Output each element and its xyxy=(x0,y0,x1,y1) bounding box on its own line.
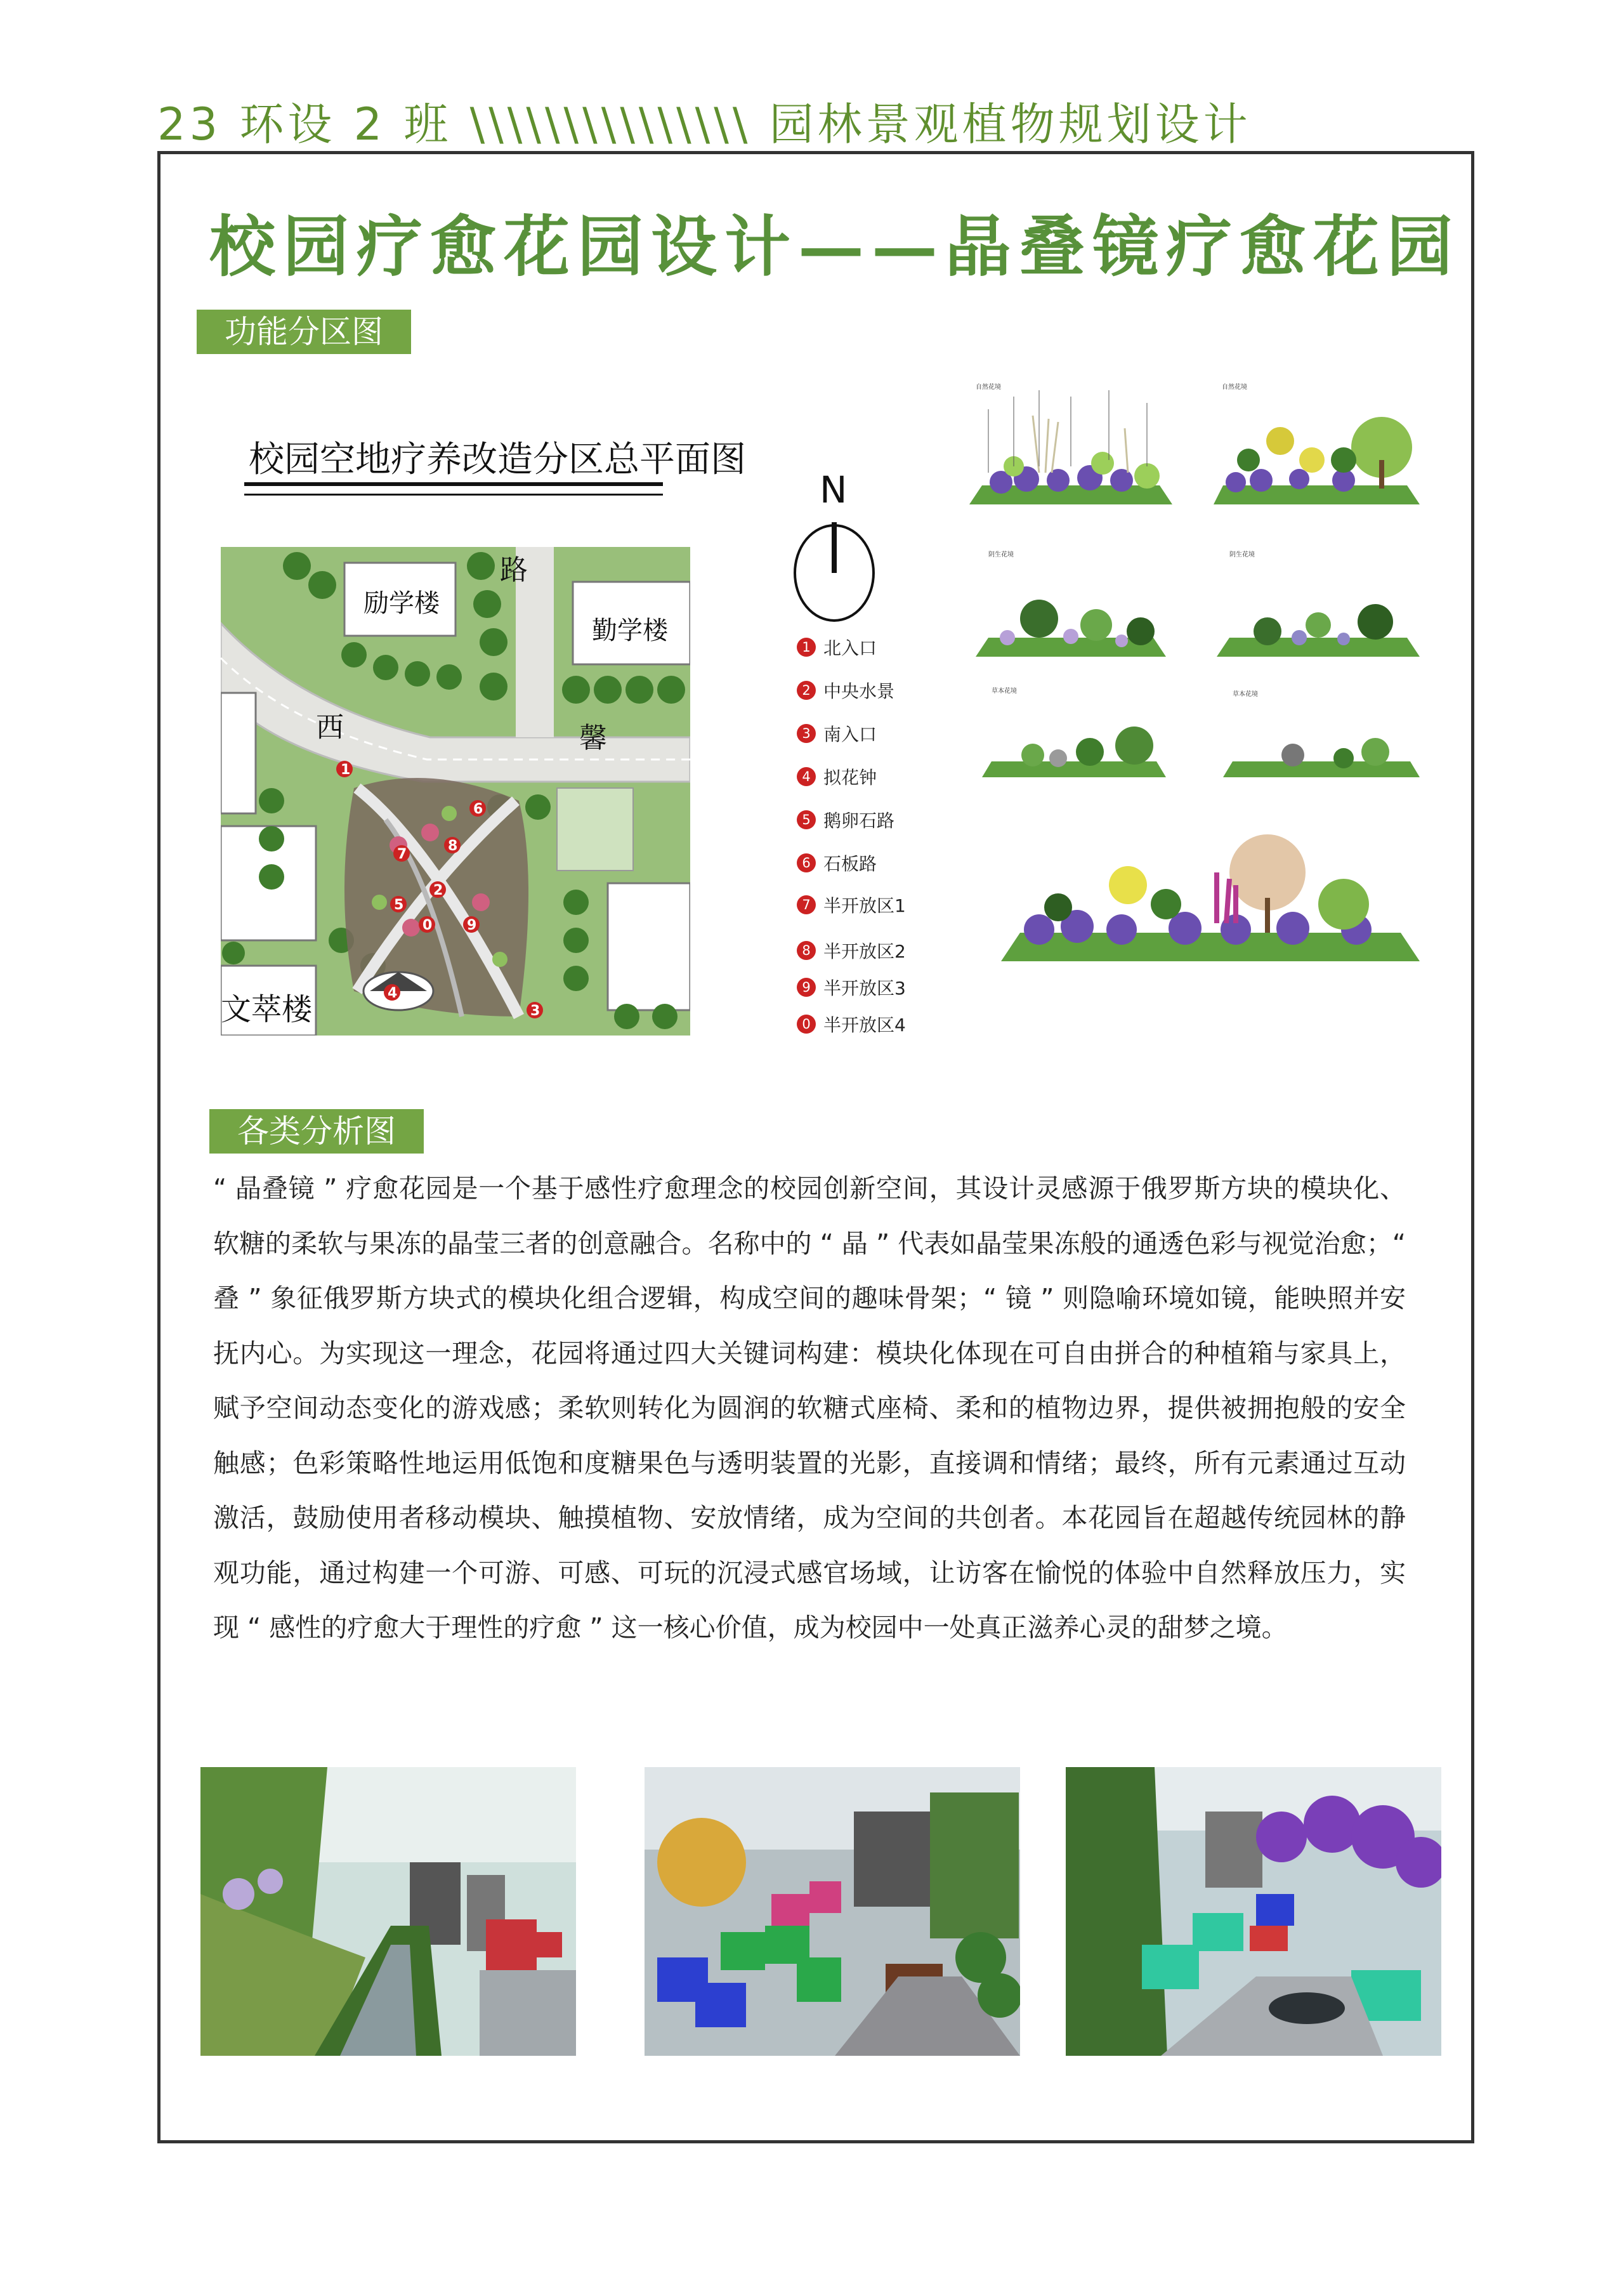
building-label-wencui: 文萃楼 xyxy=(221,992,313,1027)
legend-item: 2 中央水景 xyxy=(797,678,894,703)
header-class: 23 环设 2 班 xyxy=(157,98,452,150)
road-label-lu: 路 xyxy=(500,554,528,586)
svg-text:9: 9 xyxy=(467,917,477,933)
elevation-2 xyxy=(1214,417,1420,504)
section-tag-zoning: 功能分区图 xyxy=(197,310,411,354)
elevation-4 xyxy=(1217,604,1420,657)
section-tag-analysis: 各类分析图 xyxy=(209,1109,424,1154)
title-underline xyxy=(244,482,663,486)
svg-text:4: 4 xyxy=(388,985,398,1001)
road-label-xi: 西 xyxy=(316,711,344,744)
design-description: “ 晶叠镜 ” 疗愈花园是一个基于感性疗愈理念的校园创新空间，其设计灵感源于俄罗斯方块的模块化、软糖的柔软与果冻的晶莹三者的创意融合。名称中的 “ 晶 ” 代表如晶莹果冻般的通透色彩与视觉治愈；“ 叠 ” 象征俄罗斯方块式的模块化组合逻辑，构成空间的趣味骨架；“ 镜 ” 则隐喻环境如镜，能映照并安抚内心。为实现这一理念，花园将通过四大关键词构建：模块化体现在可自由拼合的种植箱与家具上，赋予空间动态变化的游戏感；柔软则转化为圆润的软糖式座椅、柔和的植物边界，提供被拥抱般的安全触感；色彩策略性地运用低饱和度糖果色与透明装置的光影，直接调和情绪；最终，所有元素通过互动激活，鼓励使用者移动模块、触摸植物、安放情绪，成为空间的共创者。本花园旨在超越传统园林的静观功能，通过构建一个可游、可感、可玩的沉浸式感官场域，让访客在愉悦的体验中自然释放压力，实现 “ 感性的疗愈大于理性的疗愈 ” 这一核心价值，成为校园中一处真正滋养心灵的甜梦之境。 xyxy=(213,1173,1406,1643)
building-label-lixue: 励学楼 xyxy=(363,589,440,618)
rendering-1 xyxy=(200,1767,576,2056)
title-underline-thin xyxy=(244,494,663,496)
north-arrow xyxy=(787,468,882,627)
elevation-label-4: 阴生花境 xyxy=(1229,551,1255,558)
elevation-label-1: 自然花境 xyxy=(976,384,1001,391)
elevation-label-3: 阴生花境 xyxy=(988,551,1014,558)
legend-item: 3 南入口 xyxy=(797,721,877,746)
svg-text:5: 5 xyxy=(394,897,404,913)
legend-item: 5 鹅卵石路 xyxy=(797,807,894,832)
rendering-3 xyxy=(1066,1767,1441,2056)
legend-item: 6 石板路 xyxy=(797,850,877,876)
elevation-3 xyxy=(976,600,1166,657)
legend-item: 0 半开放区4 xyxy=(797,1011,906,1037)
legend-item: 1 北入口 xyxy=(797,635,877,660)
planting-elevations xyxy=(963,371,1426,1025)
elevation-7 xyxy=(1001,834,1420,961)
elevation-1 xyxy=(969,390,1172,504)
svg-text:1: 1 xyxy=(341,762,351,778)
page-title: 校园疗愈花园设计——晶叠镜疗愈花园 xyxy=(209,207,1461,286)
header-course: 园林景观植物规划设计 xyxy=(769,98,1252,150)
legend-item: 9 半开放区3 xyxy=(797,975,906,1000)
svg-text:6: 6 xyxy=(473,801,483,817)
elevation-5 xyxy=(982,727,1166,777)
svg-text:0: 0 xyxy=(422,917,433,933)
site-plan-title: 校园空地疗养改造分区总平面图 xyxy=(249,439,746,480)
elevation-label-5: 草本花境 xyxy=(992,688,1017,695)
page-header xyxy=(157,89,1252,153)
header-slashes: \\\\\\\\\\\\\\\ xyxy=(469,98,752,150)
legend-item: 7 半开放区1 xyxy=(797,892,906,917)
legend-item: 8 半开放区2 xyxy=(797,938,906,963)
svg-text:7: 7 xyxy=(397,846,407,862)
site-plan-map xyxy=(221,547,690,1036)
elevation-6 xyxy=(1223,738,1420,777)
svg-text:8: 8 xyxy=(448,838,458,854)
elevation-label-6: 草本花境 xyxy=(1233,691,1258,698)
legend-item: 4 拟花钟 xyxy=(797,764,877,789)
elevation-label-2: 自然花境 xyxy=(1222,384,1247,391)
svg-text:3: 3 xyxy=(530,1003,540,1019)
rendering-2 xyxy=(645,1767,1020,2056)
svg-text:2: 2 xyxy=(433,883,443,898)
building-label-qinxue: 勤学楼 xyxy=(592,616,668,645)
compass-label: N xyxy=(820,468,848,511)
road-label-xin: 馨 xyxy=(579,722,607,754)
